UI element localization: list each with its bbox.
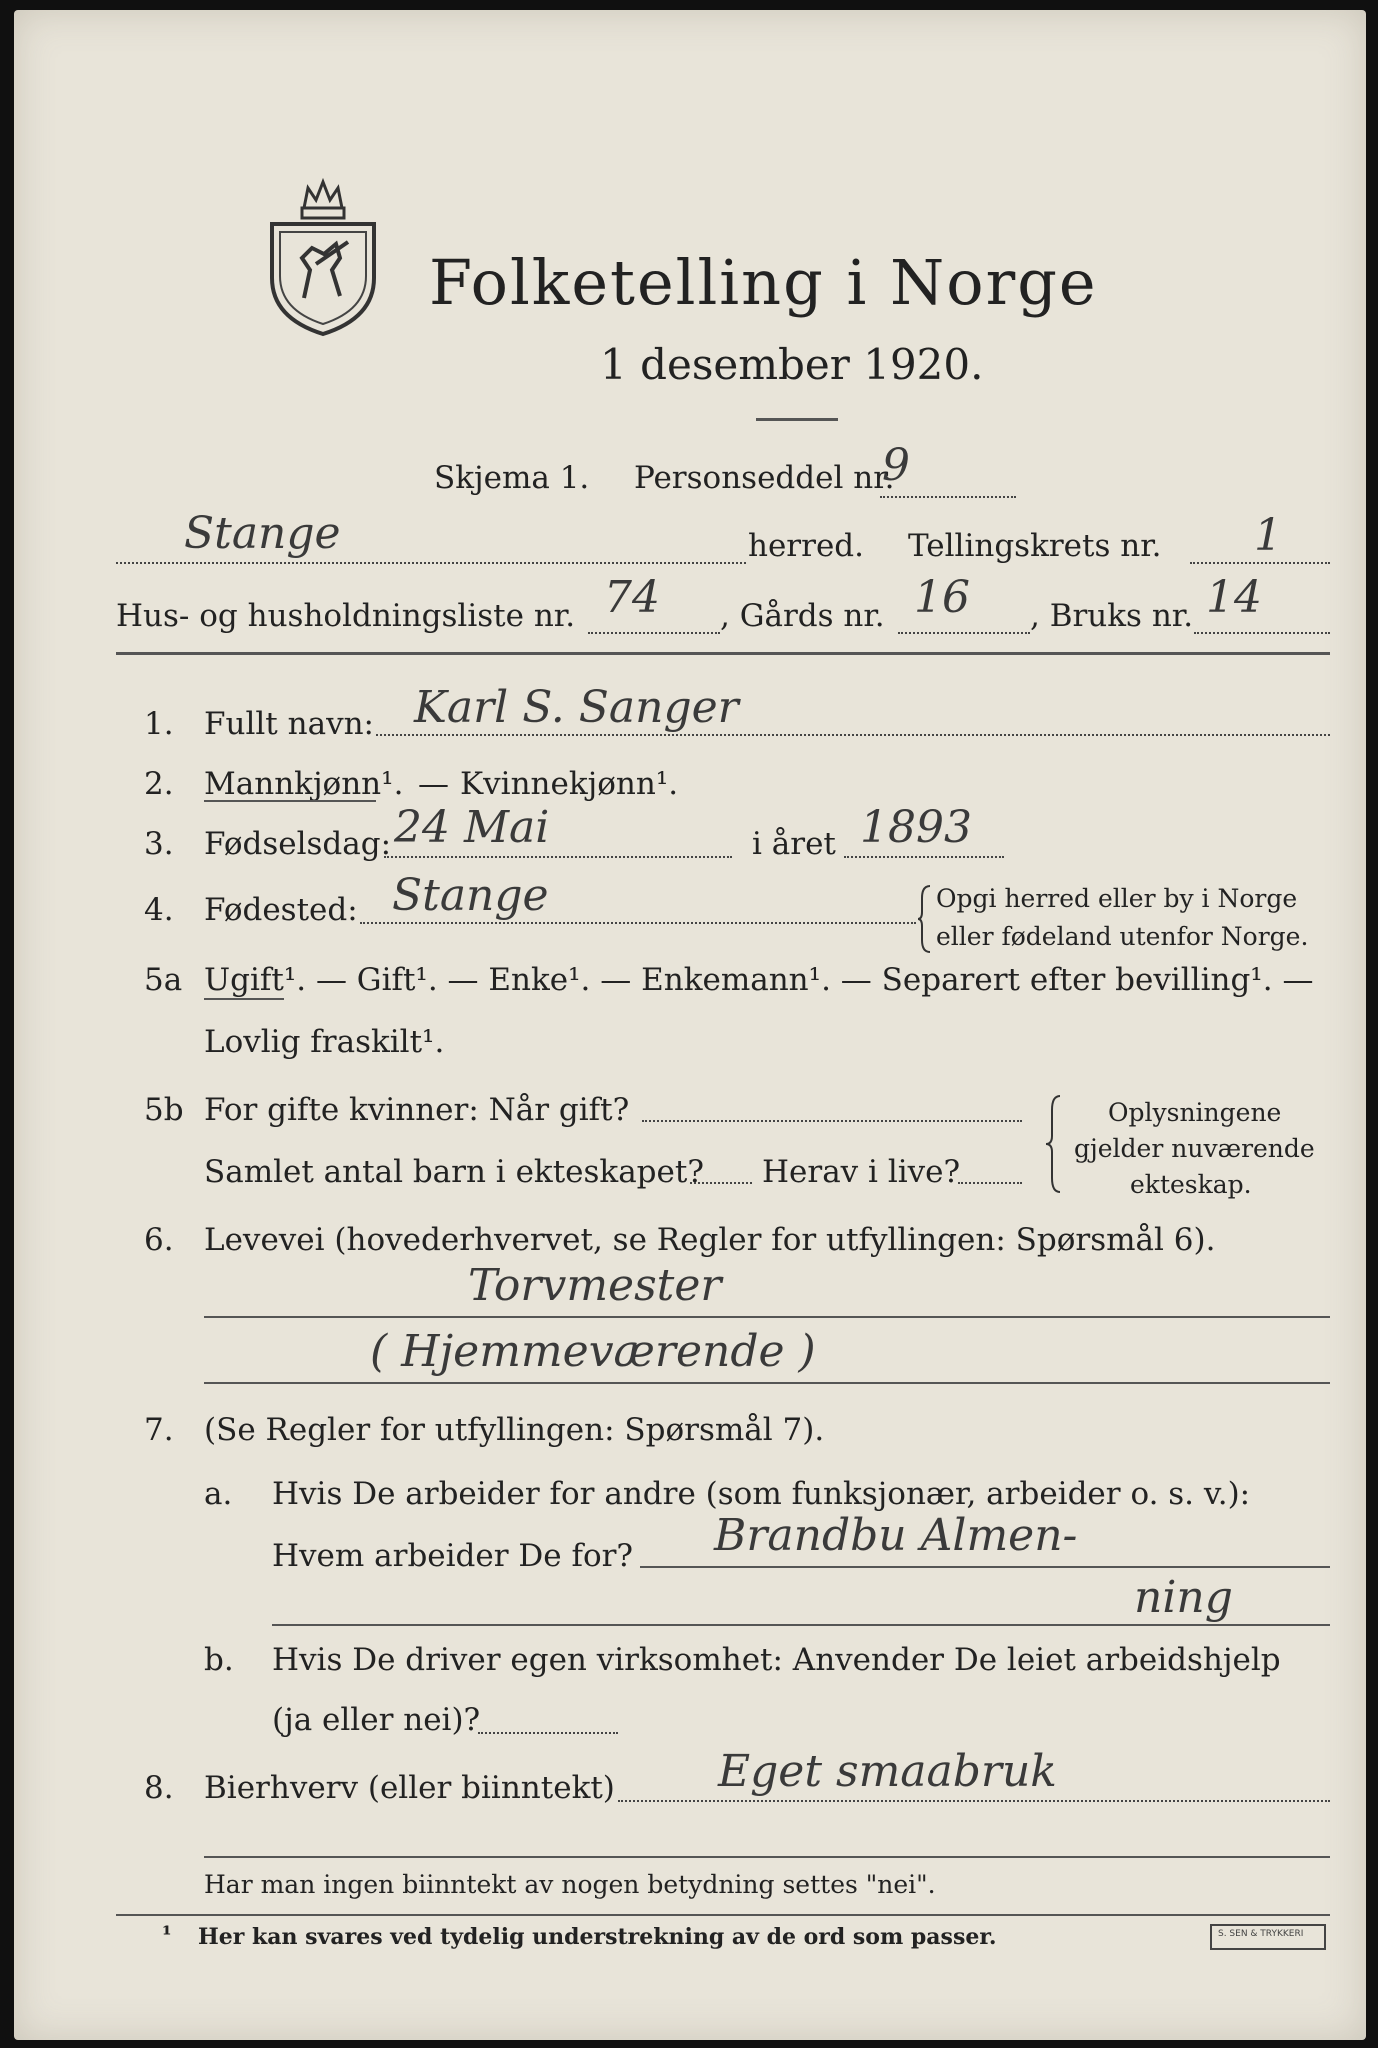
form-title: Folketelling i Norge	[429, 246, 1098, 319]
skjema-label: Skjema 1.	[434, 460, 590, 496]
q8-label: Bierhverv (eller biinntekt)	[204, 1770, 615, 1806]
herred-label: herred.	[748, 528, 864, 564]
q6-number: 6.	[144, 1222, 174, 1258]
q7a-line2: Hvem arbeider De for?	[272, 1538, 634, 1574]
gards-line	[898, 632, 1030, 634]
footer-separator	[204, 1856, 1330, 1858]
husliste-line	[588, 632, 720, 634]
title-divider	[756, 418, 838, 421]
q3-year-line	[844, 856, 1004, 858]
q4-number: 4.	[144, 892, 174, 928]
gards-label: , Gårds nr.	[720, 598, 885, 634]
q5b-married-line	[642, 1120, 1022, 1122]
q7-label: (Se Regler for utfyllingen: Spørsmål 7).	[204, 1412, 825, 1448]
personseddel-label: Personseddel nr.	[634, 460, 895, 496]
header-separator	[116, 652, 1330, 655]
tellingskrets-line	[1190, 562, 1330, 564]
q7b-letter: b.	[204, 1642, 234, 1678]
footer-note: Har man ingen biinntekt av nogen betydning settes "nei".	[204, 1870, 936, 1899]
printer-stamp-text: S. SEN & TRYKKERI	[1218, 1929, 1304, 1939]
census-form-page	[14, 10, 1366, 2040]
birth-day-value[interactable]: 24 Mai	[394, 802, 550, 853]
tellingskrets-label: Tellingskrets nr.	[908, 528, 1162, 564]
herred-value[interactable]: Stange	[184, 508, 341, 559]
husliste-value[interactable]: 74	[604, 572, 660, 623]
q4-label: Fødested:	[204, 892, 358, 928]
q5b-alive-line	[958, 1182, 1022, 1184]
q3-day-line	[384, 856, 732, 858]
q1-number: 1.	[144, 706, 174, 742]
footnote-mark: ¹	[162, 1922, 172, 1948]
q7b-line	[478, 1732, 618, 1734]
tellingskrets-value[interactable]: 1	[1254, 510, 1282, 561]
q4-brace-icon	[916, 884, 934, 954]
employer-value[interactable]: Brandbu Almen-	[714, 1510, 1078, 1561]
q5b-note-line1: Oplysningene	[1108, 1098, 1282, 1127]
gards-value[interactable]: 16	[914, 572, 970, 623]
q1-line	[376, 734, 1330, 736]
q2-dash: —	[418, 766, 449, 802]
q3-year-label: i året	[752, 826, 836, 862]
q5b-alive-label: Herav i live?	[762, 1154, 961, 1190]
q3-label: Fødselsdag:	[204, 826, 392, 862]
q7b-line1: Hvis De driver egen virksomhet: Anvender De leiet arbeidshjelp	[272, 1642, 1281, 1678]
q6-label: Levevei (hovederhvervet, se Regler for utfyllingen: Spørsmål 6).	[204, 1222, 1216, 1258]
q7-number: 7.	[144, 1412, 174, 1448]
bruks-line	[1194, 632, 1330, 634]
q5b-line1: For gifte kvinner: Når gift?	[204, 1092, 630, 1128]
norwegian-coat-of-arms-icon	[264, 178, 382, 338]
q3-number: 3.	[144, 826, 174, 862]
q2-kvinnekjonn[interactable]: Kvinnekjønn¹.	[460, 766, 679, 802]
q7a-employer-line2	[272, 1624, 1330, 1626]
q5b-note-line2: gjelder nuværende	[1074, 1134, 1315, 1163]
q1-label: Fullt navn:	[204, 706, 374, 742]
husliste-label: Hus- og husholdningsliste nr.	[116, 598, 576, 634]
q4-line	[360, 922, 916, 924]
q5a-options[interactable]: Ugift¹. — Gift¹. — Enke¹. — Enkemann¹. — Separert efter bevilling¹. —	[204, 962, 1314, 998]
birth-year-value[interactable]: 1893	[860, 802, 972, 853]
birthplace-value[interactable]: Stange	[392, 870, 549, 921]
employer-value-line2[interactable]: ning	[1134, 1572, 1233, 1623]
occupation-value-line2[interactable]: ( Hjemmeværende )	[370, 1326, 816, 1377]
q6-line2	[204, 1382, 1330, 1384]
census-date: 1 desember 1920.	[600, 340, 984, 389]
personseddel-line	[880, 496, 1016, 498]
q2-mannkjonn[interactable]: Mannkjønn¹.	[204, 766, 404, 802]
bruks-label: , Bruks nr.	[1030, 598, 1194, 634]
q5a-number: 5a	[144, 962, 183, 998]
q5b-note-line3: ekteskap.	[1130, 1170, 1252, 1199]
q7a-line1: Hvis De arbeider for andre (som funksjonær, arbeider o. s. v.):	[272, 1476, 1251, 1512]
footnote-text: Her kan svares ved tydelig understrekning av de ord som passer.	[198, 1924, 997, 1950]
bruks-value[interactable]: 14	[1206, 572, 1262, 623]
q6-line1	[204, 1316, 1330, 1318]
herred-line	[116, 562, 746, 564]
side-occupation-value[interactable]: Eget smaabruk	[718, 1746, 1057, 1797]
q2-number: 2.	[144, 766, 174, 802]
q5b-children-line	[690, 1182, 752, 1184]
q5a-options-line2[interactable]: Lovlig fraskilt¹.	[204, 1024, 445, 1060]
q5b-brace-icon	[1044, 1094, 1064, 1194]
q7a-letter: a.	[204, 1476, 233, 1512]
q8-number: 8.	[144, 1770, 174, 1806]
q8-line	[618, 1800, 1330, 1802]
q7a-employer-line1	[640, 1566, 1330, 1568]
printer-stamp	[1210, 1924, 1326, 1950]
footnote-separator	[116, 1914, 1330, 1916]
q7b-line2: (ja eller nei)?	[272, 1702, 481, 1738]
q5a-ugift-underline	[204, 998, 284, 1000]
occupation-value[interactable]: Torvmester	[468, 1260, 722, 1311]
q4-note-line2: eller fødeland utenfor Norge.	[936, 922, 1309, 951]
personseddel-value[interactable]: 9	[882, 440, 910, 491]
q2-mannkjonn-underline	[204, 800, 376, 802]
full-name-value[interactable]: Karl S. Sanger	[414, 682, 739, 733]
q5b-number: 5b	[144, 1092, 184, 1128]
q5b-children-label: Samlet antal barn i ekteskapet?	[204, 1154, 704, 1190]
q4-note-line1: Opgi herred eller by i Norge	[936, 884, 1298, 913]
